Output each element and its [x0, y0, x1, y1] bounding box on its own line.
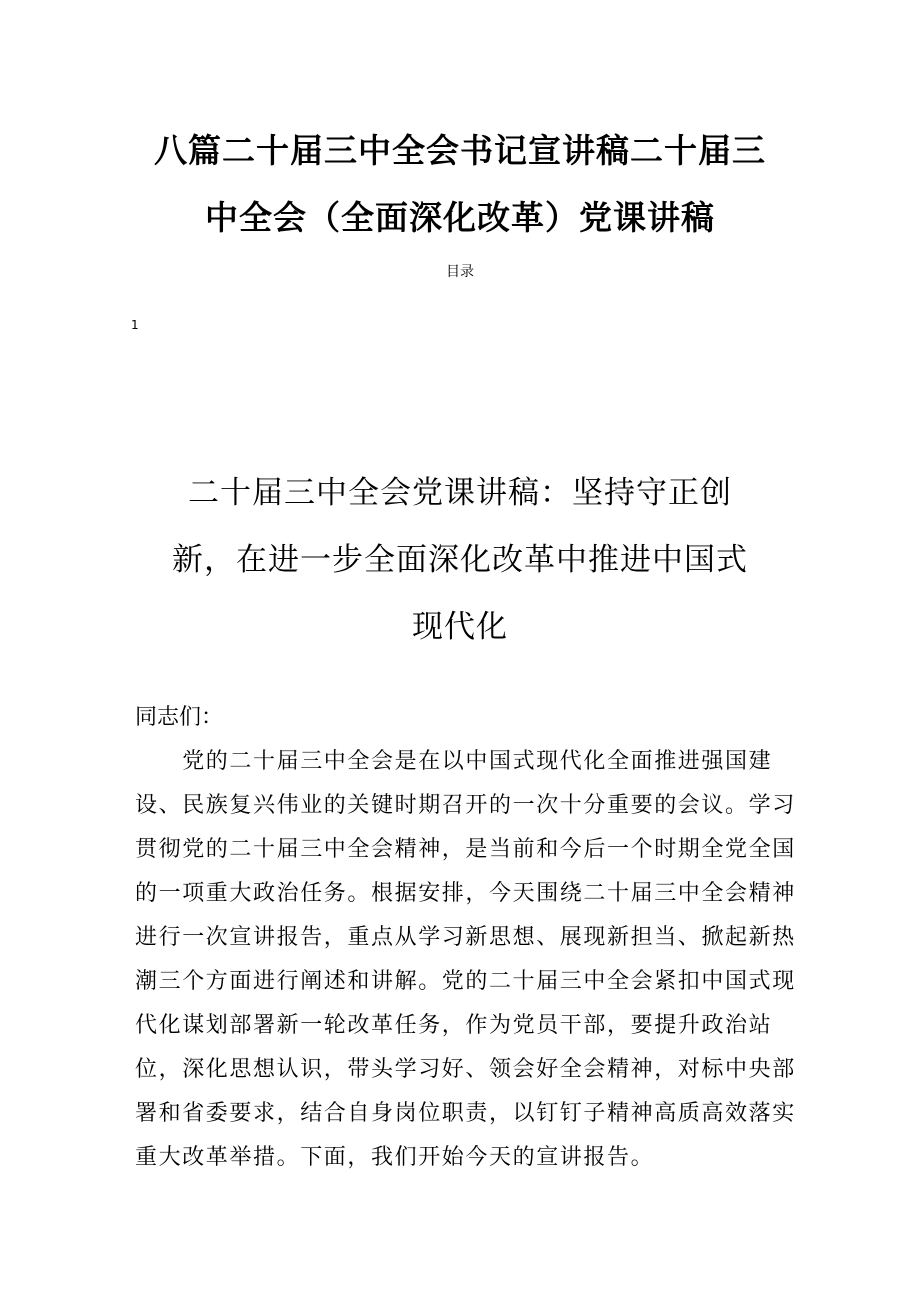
paragraph-line: 进行一次宣讲报告，重点从学习新思想、展现新担当、掀起新热: [135, 925, 796, 950]
paragraph-line: 的一项重大政治任务。根据安排，今天围绕二十届三中全会精神: [135, 881, 796, 906]
paragraph-line: 潮三个方面进行阐述和讲解。党的二十届三中全会紧扣中国式现: [135, 969, 796, 994]
table-of-contents-label: 目录: [446, 264, 474, 280]
paragraph-line: 署和省委要求，结合自身岗位职责，以钉钉子精神高质高效落实: [135, 1101, 796, 1126]
paragraph-line: 贯彻党的二十届三中全会精神，是当前和今后一个时期全党全国: [135, 837, 796, 862]
section-title-line-2: 新，在进一步全面深化改革中推进中国式: [172, 542, 748, 578]
paragraph-line: 代化谋划部署新一轮改革任务，作为党员干部，要提升政治站: [135, 1013, 773, 1038]
document-title-line-1: 八篇二十届三中全会书记宣讲稿二十届三: [154, 131, 766, 170]
paragraph-line: 位，深化思想认识，带头学习好、领会好全会精神，对标中央部: [135, 1057, 796, 1082]
document-title-line-2: 中全会（全面深化改革）党课讲稿: [205, 198, 715, 237]
paragraph-line: 党的二十届三中全会是在以中国式现代化全面推进强国建: [135, 749, 773, 774]
section-title-line-1: 二十届三中全会党课讲稿：坚持守正创: [188, 475, 732, 511]
section-title-line-3: 现代化: [412, 609, 508, 645]
salutation: 同志们：: [135, 705, 224, 730]
intro-paragraph: [135, 740, 795, 1180]
paragraph-line: 重大改革举措。下面，我们开始今天的宣讲报告。: [135, 1145, 655, 1170]
paragraph-line: 设、民族复兴伟业的关键时期召开的一次十分重要的会议。学习: [135, 793, 796, 818]
table-of-contents-entry: 1: [131, 318, 139, 332]
